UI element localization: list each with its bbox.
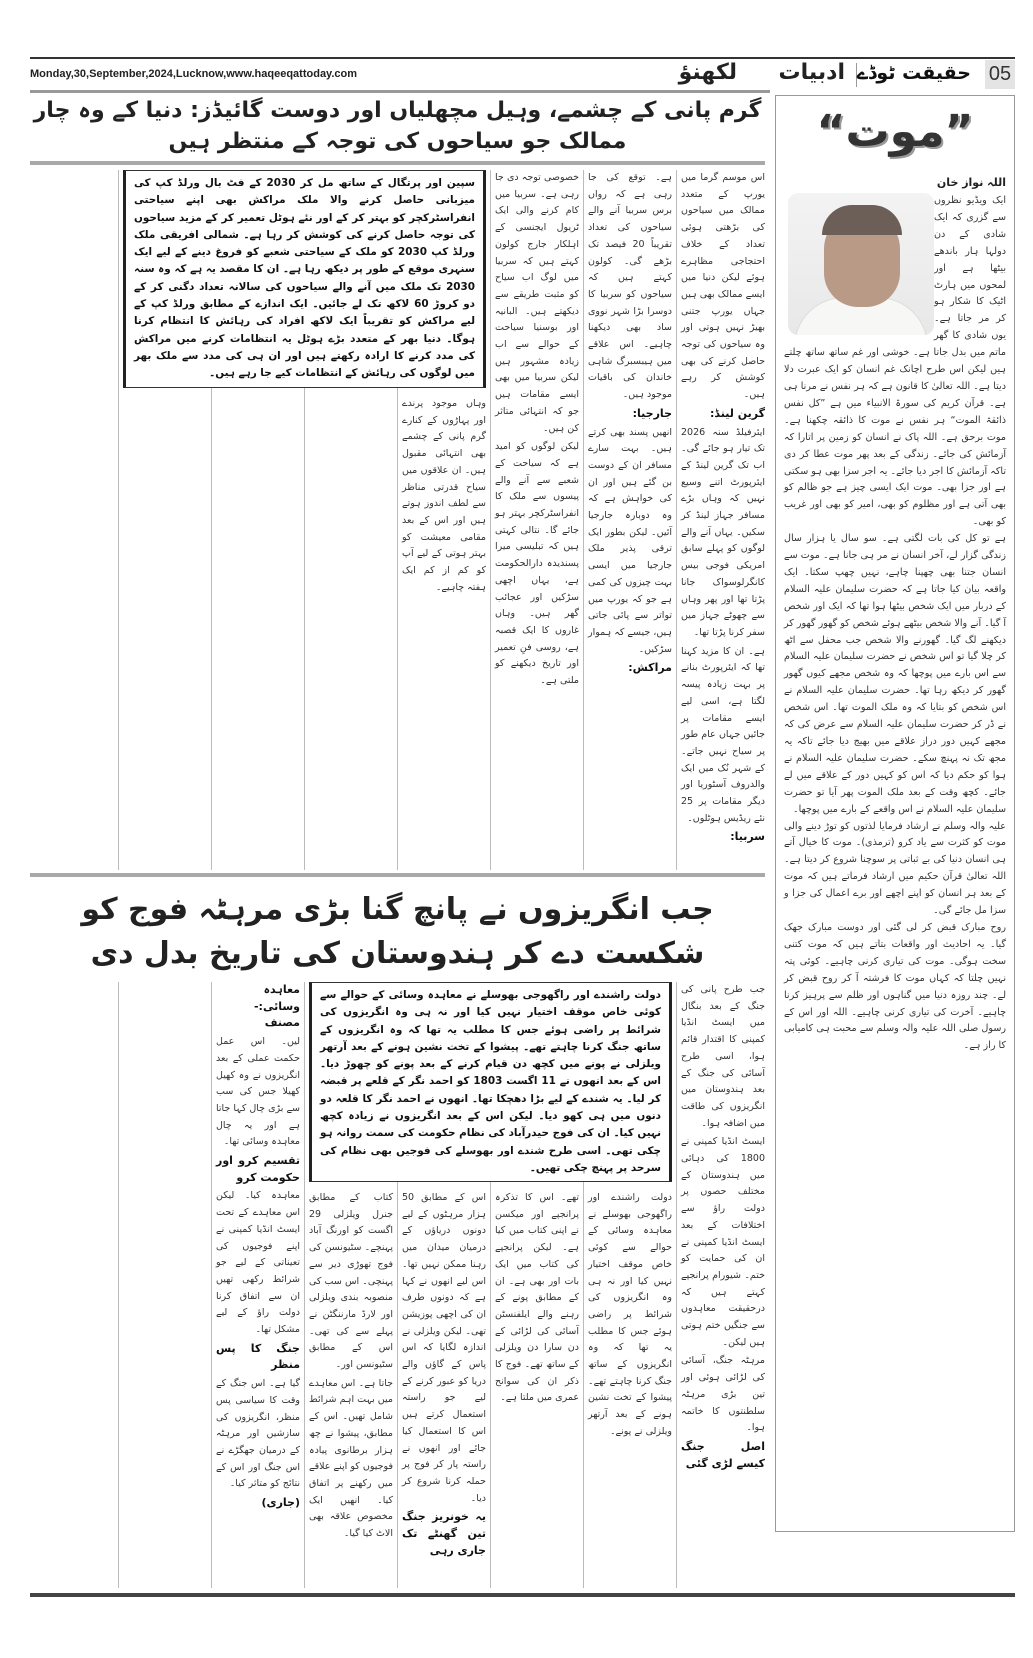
text-column: [588, 170, 672, 870]
paragraph: کتاب کے مطابق جنرل ویلزلی 29 اگست کو اورنگ آباد پہنچے۔ سٹیونسن کی فوج تھوڑی دیر سے پہنچی۔ اس سب کی منصوبہ بندی ویلزلی اور لارڈ مارننگٹن نے پہلے سے کی تھی۔ اس کے مطابق سٹیونسن اور۔: [309, 1192, 393, 1371]
subheading: اصل جنگ کیسے لڑی گئی: [681, 1439, 765, 1470]
paragraph: ہے۔ ان کا مزید کہنا تھا کہ ایئرپورٹ بنانے پر بہت زیادہ پیسہ لگتا ہے، اسی لیے ایسے مقامات پر جائیں جہاں عام طور پر سیاح نہیں جاتے۔ کے شہر نُک میں ایک والدروف آسٹوریا اور دیگر مقامات پر 25 نئے ریڈیس ہوٹلوں۔: [681, 645, 765, 824]
paragraph: اس کے مطابق 50 ہزار مرہٹوں کے لیے دونوں دریاؤں کے درمیان میدان میں رہنا ممکن نہیں تھا۔ اس لیے انھوں نے کہا ہے کہ دونوں طرف ان کی اچھی پوزیشن تھی۔ لیکن ویلزلی نے اندازہ لگایا کہ اس پاس کے گاؤں والے دریا کو عبور کرنے کے لیے جو راستہ استعمال کرتے ہیں اس کا استعمال کیا جائے اور انھوں نے راستہ پار کر فوج پر حملہ کرنا شروع کر دیا۔: [402, 1192, 486, 1504]
subheading: معاہدہ وسائی:- مصنف: [253, 983, 300, 1030]
text-column: [681, 982, 765, 1588]
paragraph: لیں۔ اس عمل حکمت عملی کے بعد انگریزوں نے وہ کھیل کھیلا جس کی سب سے بڑی چال کہا جاتا ہے اور یہ چال معاہدہ وسائی تھا۔: [216, 1036, 300, 1148]
paragraph: خصوصی توجہ دی جا رہی ہے۔ سربیا میں کام کرنے والی ایک ٹریول ایجنسی کے اہلکار جارج کولون کہتے ہیں کہ سربیا میں لوگ اب سیاح کو مثبت طریقے سے دیکھتے ہیں۔ البانیہ اور بوسنیا سیاحت کے حوالے سے اب زیادہ مشہور ہیں لیکن سربیا میں بھی ایسے مقامات ہیں جو کہ انتہائی متاثر کن ہیں۔: [495, 172, 579, 434]
text-column: [495, 170, 579, 870]
article1-body: [30, 170, 765, 870]
masthead: [30, 60, 1015, 89]
paragraph: ہے۔ توقع کی جا رہی ہے کہ رواں برس سربیا آنے والے سیاحوں کی تعداد تقریباً 20 فیصد تک بڑھے گی۔ کولون کہتے ہیں کہ سیاحوں کو سربیا کا دوسرا بڑا شہر نووی ساد بھی دیکھنا چاہیے۔ اس علاقے میں ہیبسبرگ شاہی خاندان کی باقیات موجود ہیں۔: [588, 172, 672, 401]
bottom-rule: [30, 1593, 1015, 1597]
text-column: [123, 982, 207, 1588]
article2-highlight-box: دولت راشندے اور راگھوجی بھوسلے نے معاہدہ وسائی کے حوالے سے کوئی خاص موقف اختیار نہیں کیا اور نہ ہی وہ انگریزوں کی شرائط پر راضی ہوئے جس کا مطلب یہ تھا کہ وہ انگریزوں کے ساتھ جنگ کرنا چاہتے تھے۔ پیشوا کے تخت نشین ہونے کے بعد آرتھر ویلزلی نے پونے میں کچھ دن قیام کرنے کے بعد پونے کو چھوڑ دیا۔ اس کے بعد انھوں نے 11 اگست 1803 کو احمد نگر کے قلعے پر قبضہ کر لیا۔ یہ شندے کے لیے بڑا دھچکا تھا۔ انھوں نے احمد نگر کا قلعہ دو دنوں میں ہی کھو دیا۔ لیکن اس کے بعد انگریزوں نے زیادہ کچھ نہیں کیا۔ ان کی فوج حیدرآباد کی نظام حکومت کی سمت روانہ ہو چکی تھی۔ اسی طرح شندے اور بھوسلے کی فوجیں بھی نظام کی سرحد پر پہنچ چکی تھیں۔: [309, 982, 672, 1182]
text-column: [216, 982, 300, 1588]
top-rule: [30, 57, 1015, 59]
paragraph: معاہدہ کیا۔ لیکن اس معاہدے کے تحت ایسٹ انڈیا کمپنی نے اپنے فوجیوں کی تعیناتی کے لیے جو شرائط رکھی تھیں ان سے اتفاق کرنا دولت راؤ کے لیے مشکل تھا۔: [216, 1190, 300, 1336]
page-number: 05: [985, 60, 1015, 89]
subheading: سربیا:: [730, 830, 765, 844]
paragraph: لیکن لوگوں کو امید ہے کہ سیاحت کے شعبے سے آنے والے پیسوں سے ملک کا انفراسٹرکچر بہتر ہو جائے گا۔ نتالی کہتی ہیں کہ تبلیسی میرا پسندیدہ دارالحکومت ہے، یہاں اچھی سڑکیں اور عجائب گھر ہیں۔ وہاں غاروں کا ایک قصبہ ہے، روسی فنِ تعمیر اور تاریخ دیکھنے کو ملتی ہے۔: [495, 441, 579, 687]
author-photo: [788, 193, 934, 335]
column-rule: [118, 982, 119, 1588]
paragraph: روح مبارک قبض کر لی گئی اور دوست مبارک جھک گیا۔ یہ احادیث اور واقعات بتاتے ہیں کہ موت کتنی سخت ہوگی۔ موت کی تیاری کرنی چاہیے۔ کوئی پتہ نہیں چلتا کہ کہاں موت کا فرشتہ آ کر روح قبض کر لے۔ چند روزہ دنیا میں گناہوں اور ظلم سے پرہیز کرنا چاہیے۔ آخرت کی تیاری کرنی چاہیے۔ اللہ اور اس کے رسول صلی اللہ علیہ والہ وسلم سے محبت ہی کامیابی کا راز ہے۔: [784, 921, 1006, 1052]
subheading: جارجیا:: [632, 406, 672, 420]
column-title: ”موت“: [816, 106, 974, 157]
column-rule: [490, 170, 491, 870]
paragraph: ایک ویڈیو نظروں سے گزری کہ ایک شادی کے دن دولہا ہار باندھے بیٹھا ہے اور لمحوں میں ہارٹ اٹیک کا شکار ہو کر مر جاتا ہے۔ یوں شادی کا گھر ماتم میں بدل جاتا ہے۔ خوشی اور غم ساتھ ساتھ چلتے ہیں لیکن اس طرح اچانک غم انسان کو ایک عبرت دلا دیتا ہے۔ اللہ تعالیٰ کا قانون ہے کہ ہر نفس نے مرنا ہی ہے۔ قرآن کریم کی سورۃ الانبیاء میں ہے ”کل نفس ذائقۃ الموت“ ہر نفس نے موت کا ذائقہ چکھنا ہے۔ موت برحق ہے۔ اللہ پاک نے انسان کو زمین پر اتارا کہ آزمائش کی جائے۔ زندگی کے بعد پھر موت عطا کر دی تاکہ آزمائش کا اجر دیا جائے۔ یہ اجر سزا بھی ہو سکتی ہے اور جزا بھی۔ موت ایک ایسی چیز ہے جو ظالم کو بھی آتی ہے اور مظلوم کو بھی، امیر کو بھی اور غریب کو بھی۔: [784, 195, 1006, 528]
main-articles: [30, 94, 765, 1588]
paragraph: مرہٹہ جنگ، آسائی کی لڑائی ہوئی اور تین بڑی مرہٹہ سلطنتوں کا خاتمہ ہوا۔: [681, 1355, 765, 1434]
column-rule: [304, 982, 305, 1588]
paragraph: جب طرح پانی کی جنگ کے بعد بنگال میں ایسٹ انڈیا کمپنی کا اقتدار قائم ہوا، اسی طرح آسائی کی جنگ کے بعد ہندوستان میں انگریزوں کی طاقت میں اضافہ ہوا۔: [681, 984, 765, 1129]
column-rule: [583, 170, 584, 870]
article2-body: [30, 982, 765, 1588]
subheading: (جاری): [261, 1496, 300, 1510]
subheading: تقسیم کرو اور حکومت کرو: [216, 1154, 300, 1184]
header-rule: [30, 90, 770, 93]
column-maut: [775, 95, 1015, 1532]
text-column: [30, 982, 114, 1588]
subheading: یہ خونریز جنگ تین گھنٹے تک جاری رہی: [402, 1510, 486, 1557]
paragraph: تھے۔ اس کا تذکرہ پرانجپے اور میکسن نے اپنی کتاب میں کیا ہے۔ لیکن پرانجپے کی کتاب میں ایک بات اور بھی ہے۔ ان کے مطابق پونے کے رہنے والے ایلفنسٹن آسائی کی لڑائی کے دن سارا دن ویلزلی کے ساتھ تھے۔ فوج کا ذکر ان کی سوانح عمری میں ملتا ہے۔: [495, 1192, 579, 1404]
column-rule: [676, 982, 677, 1588]
date-line: Monday,30,September,2024,Lucknow,www.haqeeqattoday.com: [30, 68, 358, 80]
newspaper-logo: حقیقت ٹوڈے: [856, 62, 971, 84]
paragraph: دولت راشندے اور راگھوجی بھوسلے نے معاہدہ وسائی کے حوالے سے کوئی خاص موقف اختیار نہیں کیا اور نہ ہی وہ انگریزوں کی شرائط پر راضی ہوئے جس کا مطلب یہ تھا کہ وہ انگریزوں کے ساتھ جنگ کرنا چاہتے تھے۔ پیشوا کے تخت نشین ہونے کے بعد آرتھر ویلزلی نے پونے۔: [588, 1192, 672, 1437]
divider: [30, 161, 765, 165]
column-rule: [676, 170, 677, 870]
subheading: جنگ کا پس منظر: [216, 1341, 300, 1372]
column-rule: [118, 170, 119, 870]
article1-highlight-box: سپین اور پرتگال کے ساتھ مل کر 2030 کے فٹ بال ورلڈ کپ کی میزبانی حاصل کرنے والا ملک مراکش بھی اپنے سیاحتی انفراسٹرکچر کو بہتر کر کے اور نئے ہوٹل تعمیر کر کے مزید سیاحوں کی توجہ حاصل کرنے کی کوشش کر رہا ہے۔ شمالی افریقی ملک ورلڈ کپ 2030 کو ملک کے سیاحتی شعبے کو فروغ دینے کے لیے ایک سنہری موقع کے طور پر دیکھ رہا ہے۔ ان کا مقصد یہ ہے کہ وہ سنہ 2030 تک ملک میں آنے والے سیاحوں کی سالانہ تعداد دگنی کر کے دو کروڑ 60 لاکھ تک لے جائیں۔ ایک اندازے کے مطابق ورلڈ کپ کے لیے مراکش کو تقریباً ایک لاکھ افراد کی رہائش کا انتظام کرنا ہوگا۔ دنیا بھر کے متعدد بڑے ہوٹل یہ انتظامات کرنے میں مراکش کی مدد کرنے کا ارادہ رکھتے ہیں اور ان ہی کی مدد سے ملک بھر میں لوگوں کی رہائش کے انتظامات کیے جا رہے ہیں۔: [123, 170, 486, 388]
article1-headline: گرم پانی کے چشمے، وہیل مچھلیاں اور دوست گائیڈز: دنیا کے وہ چار ممالک جو سیاحوں کی توجہ کے منتظر ہیں: [33, 98, 762, 154]
divider: [30, 873, 765, 877]
paragraph: ایئرفیلڈ سنہ 2026 تک تیار ہو جائے گی۔ اب تک گرین لینڈ کے ایئرپورٹ اتنے وسیع نہیں کہ وہاں بڑے مسافر جہاز لینڈ کر سکیں۔ یہاں آنے والے لوگوں کو پہلے سابق امریکی فوجی بیس کانگرلوسواک جانا پڑتا تھا اور پھر وہاں سے چھوٹے جہاز میں سفر کرنا پڑتا تھا۔: [681, 426, 765, 638]
author-name: اللہ نواز خان: [936, 176, 1006, 189]
paragraph: اس موسم گرما میں یورپ کے متعدد ممالک میں سیاحوں کی بڑھتی ہوئی تعداد کے خلاف احتجاجی مظاہرے ہوئے لیکن دنیا میں ایسے ممالک بھی ہیں جہاں یورپ جتنی بھیڑ نہیں ہوتی اور وہ سیاحوں کی توجہ حاصل کرنے کی بھی کوشش کر رہے ہیں۔: [681, 172, 765, 401]
subheading: مراکش:: [628, 661, 672, 675]
city-name: لکھنؤ: [678, 60, 737, 85]
text-column: [681, 170, 765, 870]
section-name: ادبیات: [778, 60, 845, 85]
column-rule: [211, 982, 212, 1588]
paragraph: ایسٹ انڈیا کمپنی نے 1800 کی دہائی میں ہندوستان کے مختلف حصوں پر دولت راؤ سے اختلافات کے بعد ایسٹ انڈیا کمپنی نے ان کی حمایت کو ختم۔ شیورام پرانجپے کہتے ہیں کہ درحقیقت معاہدوں سے جنگیں ختم ہوتی ہیں لیکن۔: [681, 1136, 765, 1348]
paragraph: انھیں پسند بھی کرتے ہیں۔ بہت سارے مسافر ان کے دوست بن گئے ہیں اور ان کی خواہش ہے کہ وہ دوبارہ جارجیا آئیں۔ لیکن بطور ایک ترقی پذیر ملک جارجیا میں ایسی بہت چیزوں کی کمی ہے جو کہ یورپ میں تواتر سے پائی جاتی ہیں، جیسے کہ ہموار سڑکیں۔: [588, 426, 672, 655]
text-column: [30, 170, 114, 870]
subheading: گرین لینڈ:: [710, 406, 765, 420]
paragraph: علیہ والہ وسلم نے ارشاد فرمایا لذتوں کو توڑ دینے والی موت کو کثرت سے یاد کرو (ترمذی)۔ موت کا خیال آتے ہی انسان دنیا کی بے ثباتی پر سوچنا شروع کر دیتا ہے۔ اللہ تعالیٰ قرآن حکیم میں ارشاد فرماتے ہیں کہ موت کے بعد ہر انسان کو اپنے اچھے اور برے اعمال کی جزا و سزا مل جائے گی۔: [784, 820, 1006, 917]
paragraph: ہے تو کل کی بات لگتی ہے۔ سو سال یا ہزار سال زندگی گزار لے، آخر انسان نے مر ہی جانا ہے۔ موت سے انسان جتنا بھی چھپنا چاہے، نہیں چھپ سکتا۔ ایک واقعہ بیان کیا جاتا ہے کہ حضرت سلیمان علیہ السلام کے دربار میں ایک شخص بیٹھا ہوا تھا کہ ایک اور شخص آ گیا۔ آنے والا شخص بیٹھے ہوئے شخص کو گھور گھور کر دیکھنے لگ گیا۔ گھورنے والا شخص جب محفل سے اٹھ کر چلا گیا تو اس شخص نے حضرت سلیمان علیہ السلام سے اس بارے میں پوچھا کہ وہ شخص مجھے کیوں گھور گھور کر دیکھ رہا تھا۔ حضرت سلیمان علیہ السلام نے اس شخص کو بتایا کہ وہ ملک الموت تھا۔ اس شخص نے ڈر کر حضرت سلیمان علیہ السلام سے عرض کی کہ مجھے کہیں دور دراز علاقے میں بھیج دیا جائے تاکہ یہ مجھ تک نہ پہنچ سکے۔ حضرت سلیمان علیہ السلام نے ہوا کو حکم دیا کہ اس کو کہیں دور کے علاقے میں لے جائے۔ کچھ وقت کے بعد ملک الموت پھر آیا تو حضرت سلیمان علیہ السلام نے اس واقعے کے بارے میں پوچھا۔: [784, 533, 1006, 815]
article2-headline: جب انگریزوں نے پانچ گنا بڑی مرہٹہ فوج کو شکست دے کر ہندوستان کی تاریخ بدل دی: [81, 892, 714, 971]
paragraph: جاتا ہے۔ اس معاہدے میں بہت اہم شرائط شامل تھیں۔ اس کے مطابق، پیشوا نے چھ ہزار برطانوی پیادہ فوجیوں کو اپنے علاقے میں رکھنے پر اتفاق کیا۔ انھیں ایک مخصوص علاقہ بھی الاٹ کیا گیا۔: [309, 1377, 393, 1540]
paragraph: وہاں موجود پرندے اور پہاڑوں کے کنارے گرم پانی کے چشمے بھی انتہائی مقبول ہیں۔ ان علاقوں میں سیاح قدرتی مناظر سے لطف اندوز ہوتے ہیں اور اس کے بعد مقامی معیشت کو بہتر ہوتی کے لیے آپ کو کم از کم ایک ہفتہ چاہیے۔: [402, 398, 486, 593]
paragraph: گیا ہے۔ اس جنگ کے وقت کا سیاسی پس منظر، انگریزوں کی سازشیں اور مرہٹہ کے درمیان جھگڑے نے اس جنگ اور اس کے نتائج کو متاثر کیا۔: [216, 1378, 300, 1490]
